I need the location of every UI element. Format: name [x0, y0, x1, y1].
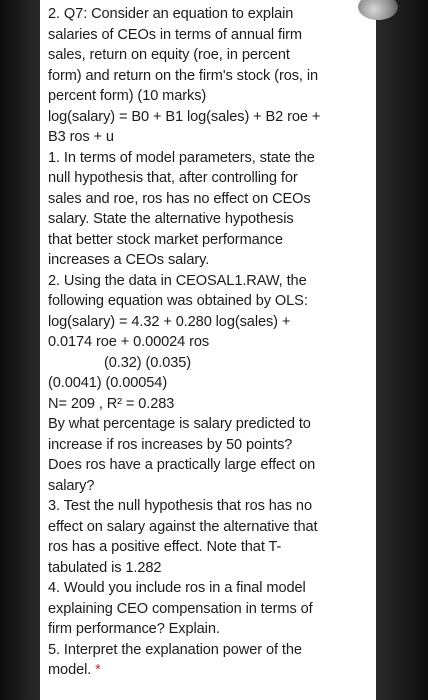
- part1-line: increases a CEOs salary.: [48, 252, 210, 268]
- part2-line: By what percentage is salary predicted to: [48, 416, 311, 432]
- part3-line: 3. Test the null hypothesis that ros has no: [48, 498, 312, 514]
- model-equation-line: log(salary) = B0 + B1 log(sales) + B2 roe +: [48, 108, 321, 125]
- question-line: form) and return on the firm's stock (ros, in: [48, 67, 318, 84]
- question-line: percent form) (10 marks): [48, 88, 207, 104]
- part4-line: firm performance? Explain.: [48, 621, 220, 637]
- question-line: salaries of CEOs in terms of annual firm: [48, 26, 302, 43]
- sample-stats-line: N= 209 , R² = 0.283: [48, 395, 175, 412]
- required-asterisk: *: [95, 662, 101, 678]
- part4-line: 4. Would you include ros in a final model: [48, 580, 306, 596]
- photo-edge-right: [376, 0, 428, 700]
- part2-line: Does ros have a practically large effect on: [48, 457, 316, 473]
- part3-line: ros has a positive effect. Note that T-: [48, 539, 282, 555]
- part3-line: tabulated is 1.282: [48, 559, 162, 576]
- standard-errors-line: (0.0041) (0.00054): [48, 375, 168, 391]
- part1-line: sales and roe, ros has no effect on CEOs: [48, 190, 311, 207]
- estimated-equation-line: log(salary) = 4.32 + 0.280 log(sales) +: [48, 313, 291, 330]
- part5-last-line: [48, 660, 374, 681]
- part1-line: that better stock market performance: [48, 231, 283, 248]
- part4-line: explaining CEO compensation in terms of: [48, 600, 313, 617]
- part5-line: model.: [48, 662, 92, 678]
- standard-errors-line: (0.32) (0.035): [104, 354, 192, 371]
- part2-line: increase if ros increases by 50 points?: [48, 436, 293, 453]
- part1-line: 1. In terms of model parameters, state the: [48, 149, 315, 166]
- question-line: 2. Q7: Consider an equation to explain: [48, 6, 294, 22]
- part1-line: null hypothesis that, after controlling for: [48, 170, 298, 186]
- part5-line: 5. Interpret the explanation power of the: [48, 641, 302, 658]
- part1-line: salary. State the alternative hypothesis: [48, 211, 294, 227]
- part2-line: following equation was obtained by OLS:: [48, 293, 308, 309]
- question-text: [48, 4, 374, 681]
- question-line: sales, return on equity (roe, in percent: [48, 47, 290, 63]
- model-equation-line: B3 ros + u: [48, 129, 114, 145]
- part2-line: salary?: [48, 477, 95, 494]
- part2-line: 2. Using the data in CEOSAL1.RAW, the: [48, 272, 307, 289]
- photo-edge-left: [0, 0, 40, 700]
- part3-line: effect on salary against the alternative that: [48, 518, 318, 535]
- estimated-equation-line: 0.0174 roe + 0.00024 ros: [48, 334, 210, 350]
